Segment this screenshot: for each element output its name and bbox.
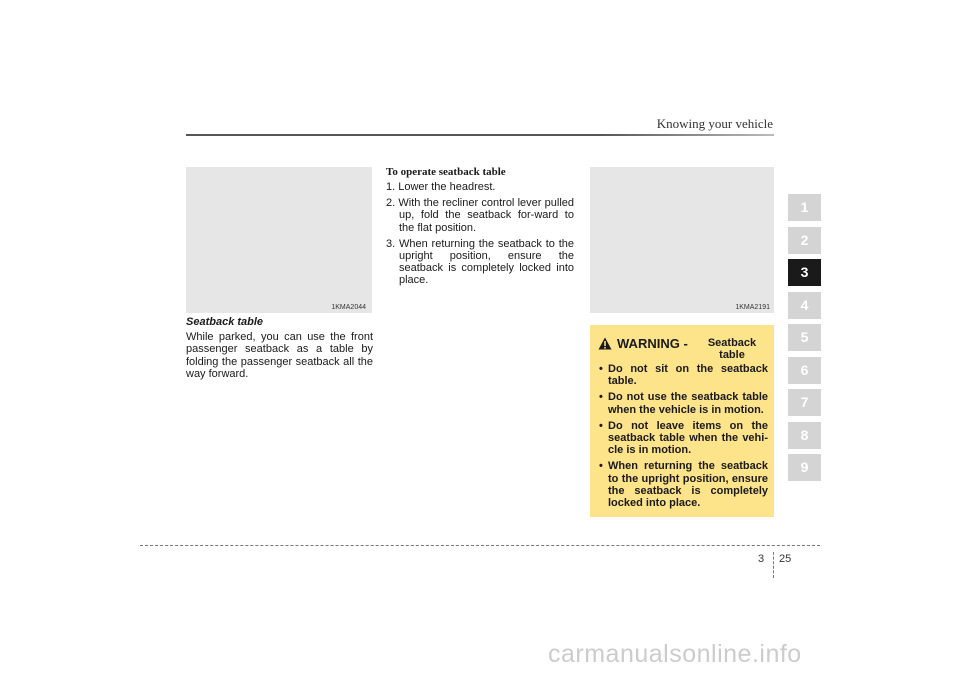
figure-code: 1KMA2191 — [735, 304, 770, 311]
warning-item — [598, 363, 768, 387]
operate-steps — [386, 181, 574, 291]
footer-chapter-number: 3 — [758, 553, 765, 565]
warning-label: WARNING - — [617, 336, 688, 351]
footer-rule — [140, 545, 820, 546]
bullet-icon: • — [599, 391, 603, 404]
bullet-icon: • — [599, 419, 603, 432]
warning-item-text: Do not sit on the seatback table. — [608, 363, 768, 388]
bullet-icon: • — [599, 460, 603, 473]
warning-box — [590, 325, 774, 517]
chapter-tab-3[interactable]: 3 — [788, 259, 821, 286]
operate-step: 3. When returning the seatback to the upright position, ensure the seatback is completely locked into place. — [386, 237, 574, 287]
header-rule — [186, 134, 774, 136]
warning-item — [598, 460, 768, 509]
operate-step: 1. Lower the headrest. — [386, 181, 496, 193]
warning-item-text: When returning the seatback to the upright position, ensure the seatback is completely locked into place. — [608, 460, 768, 510]
warning-item — [598, 420, 768, 457]
section-heading: Seatback table — [186, 316, 264, 328]
chapter-tab-1[interactable]: 1 — [788, 194, 821, 221]
warning-header — [598, 333, 768, 363]
operate-step: 2. With the recliner control lever pulled up, fold the seatback for-ward to the flat position. — [386, 197, 574, 234]
warning-item-text: Do not leave items on the seatback table when the vehi-cle is in motion. — [608, 419, 768, 457]
footer-page-number: 25 — [779, 553, 792, 565]
operate-heading: To operate seatback table — [386, 166, 506, 178]
warning-item — [598, 391, 768, 415]
warning-triangle-icon — [598, 337, 612, 350]
header-title: Knowing your vehicle — [656, 116, 773, 131]
chapter-tab-4[interactable]: 4 — [788, 292, 821, 319]
chapter-tab-8[interactable]: 8 — [788, 422, 821, 449]
chapter-tab-6[interactable]: 6 — [788, 357, 821, 384]
chapter-tab-7[interactable]: 7 — [788, 389, 821, 416]
section-body: While parked, you can use the front passenger seatback as a table by folding the passenger seatback all the way forward. — [186, 331, 373, 381]
bullet-icon: • — [599, 363, 603, 375]
figure-seatback-table — [186, 167, 372, 313]
warning-topic: Seatback table — [707, 337, 757, 361]
figure-seatback-table-folded — [590, 167, 774, 313]
chapter-tab-9[interactable]: 9 — [788, 454, 821, 481]
warning-item-text: Do not use the seatback table when the vehicle is in motion. — [608, 391, 768, 416]
chapter-tab-5[interactable]: 5 — [788, 324, 821, 351]
chapter-tab-2[interactable]: 2 — [788, 227, 821, 254]
watermark: carmanualsonline.info — [548, 640, 802, 668]
figure-code: 1KMA2044 — [331, 304, 366, 311]
footer-divider — [773, 552, 774, 578]
chapter-tabs — [788, 194, 821, 487]
warning-list — [598, 363, 768, 509]
